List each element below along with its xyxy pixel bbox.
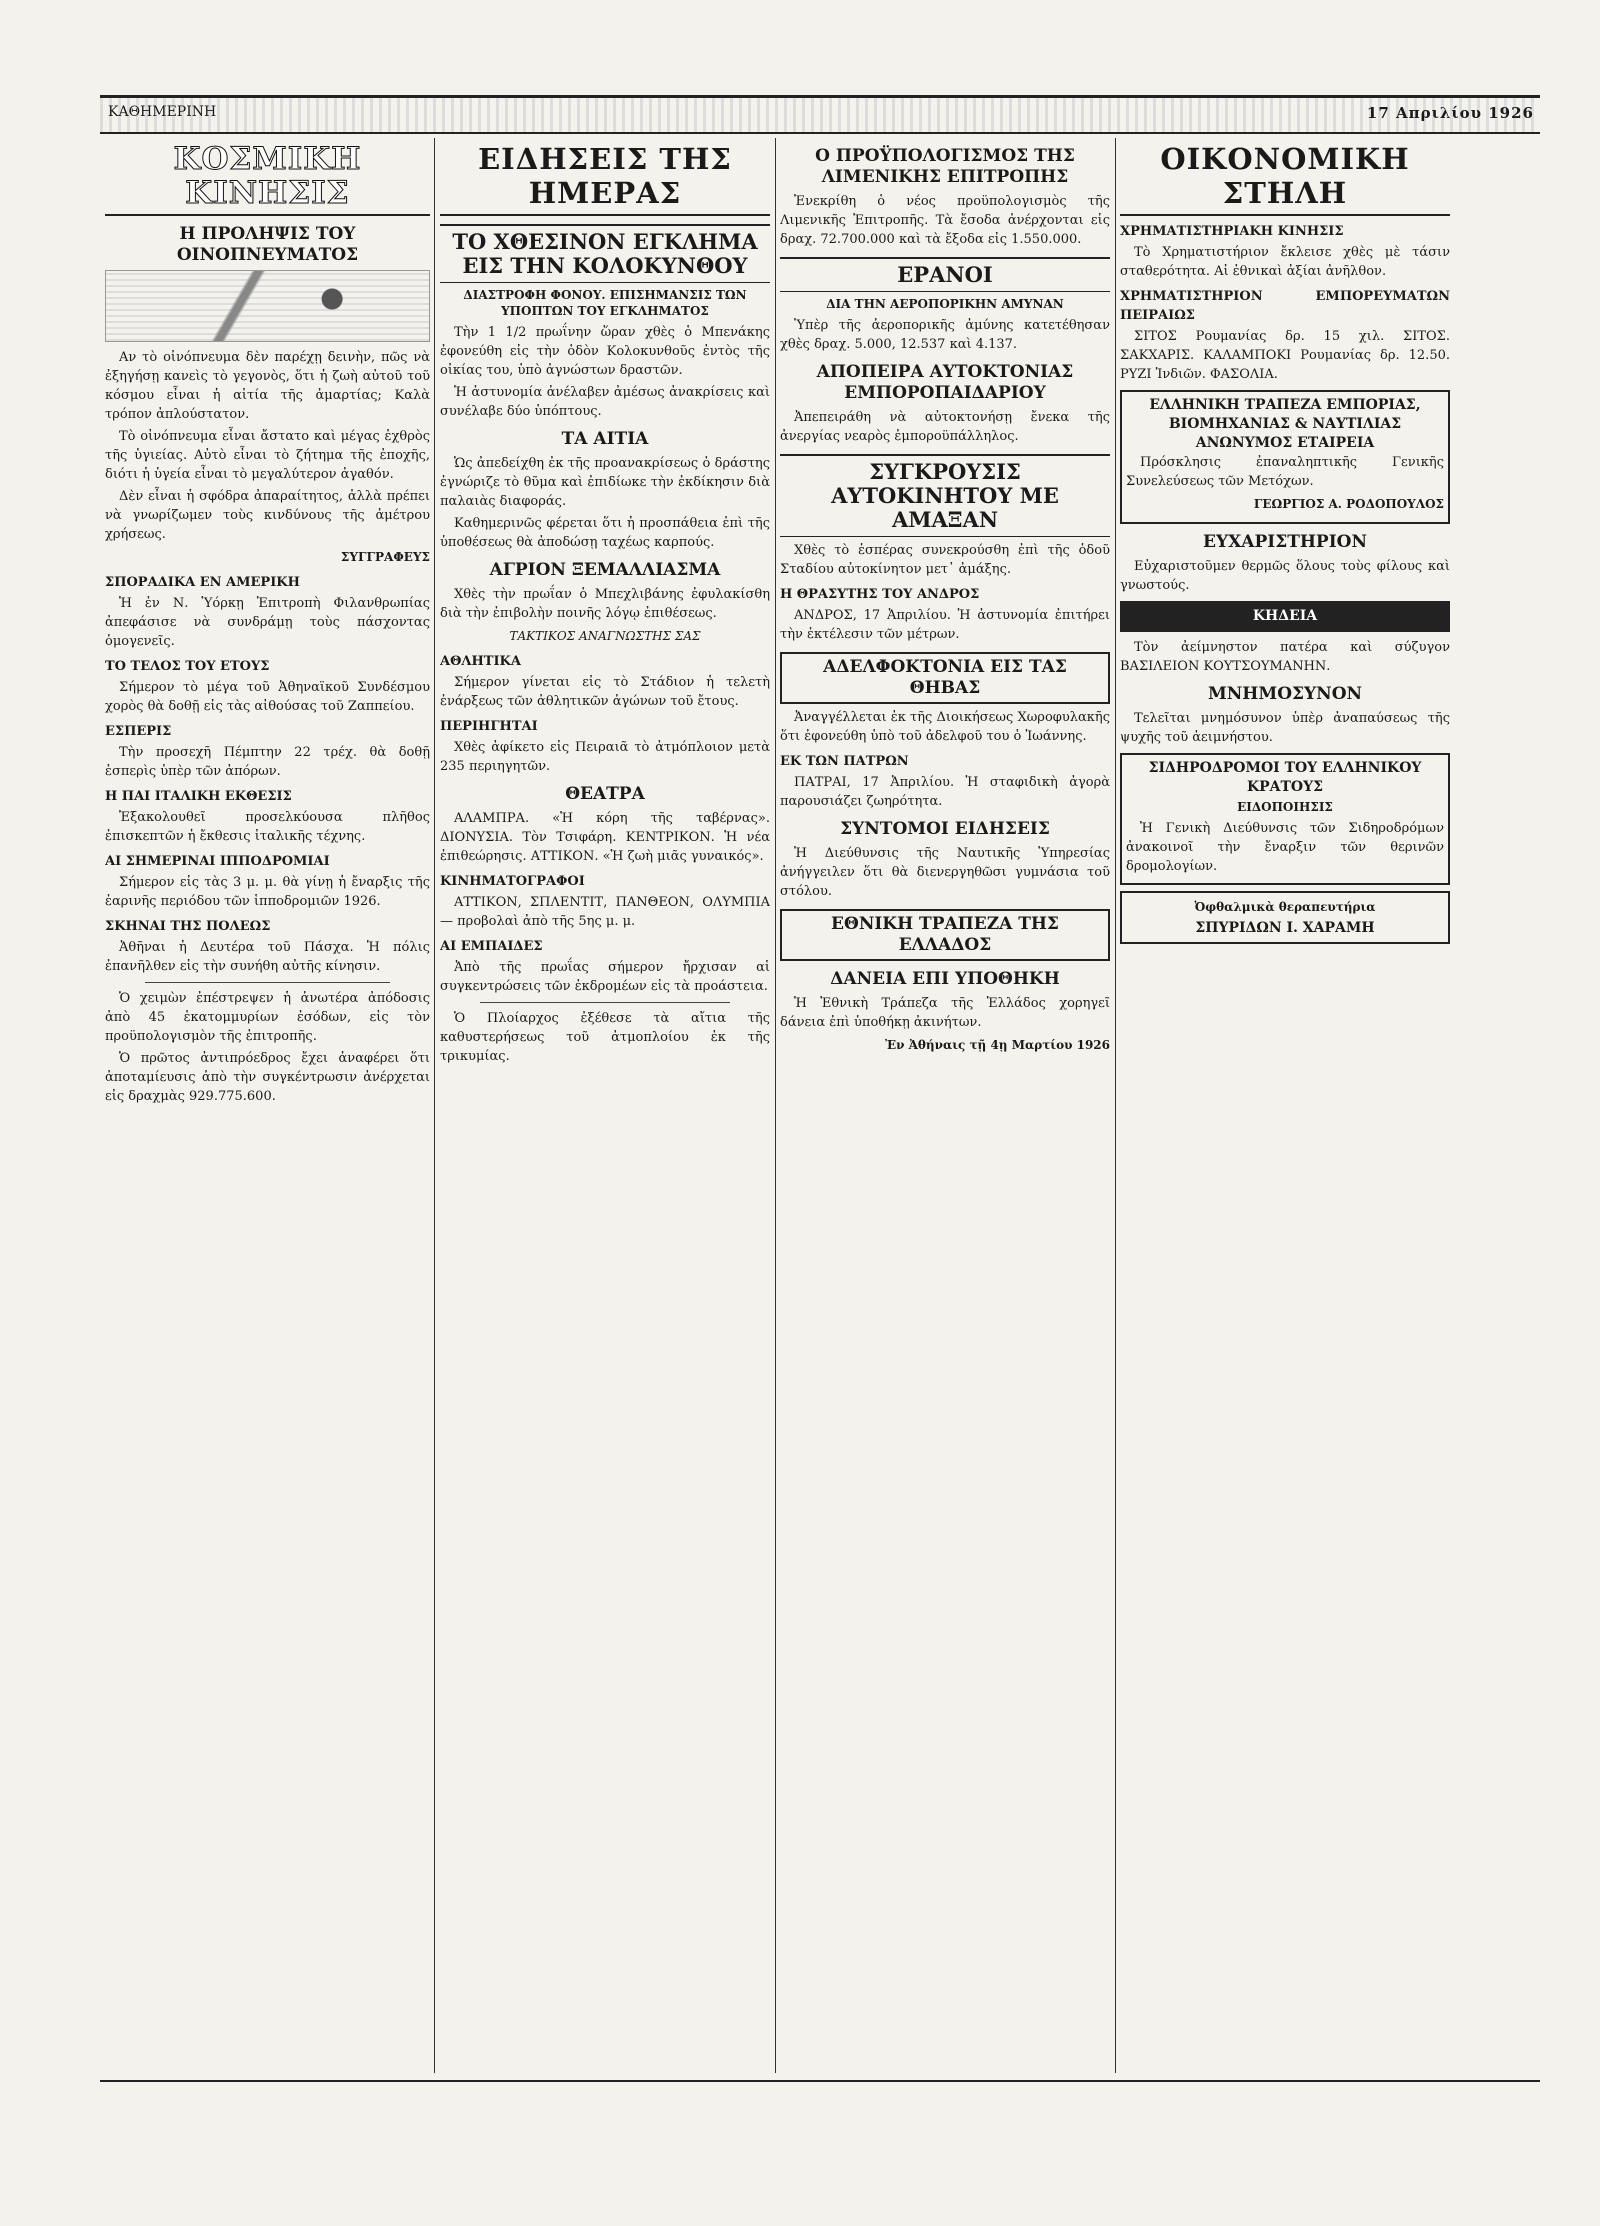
- railway-notice: [1120, 753, 1450, 885]
- subheadline: ΔΙΑΣΤΡΟΦΗ ΦΟΝΟΥ. ΕΠΙΣΗΜΑΝΣΙΣ ΤΩΝ ΥΠΟΠΤΩΝ ΤΟΥ ΕΓΚΛΗΜΑΤΟΣ: [463, 288, 747, 318]
- paragraph: Ἀναγγέλλεται ἐκ τῆς Διοικήσεως Χωροφυλακῆς ὅτι ἐφονεύθη ὑπὸ τοῦ ἀδελφοῦ του ὁ Ἰωάννης.: [780, 710, 1110, 744]
- paragraph: Ἐνεκρίθη ὁ νέος προϋπολογισμὸς τῆς Λιμενικῆς Ἐπιτροπῆς. Τὰ ἔσοδα ἀνέρχονται εἰς δραχ. 72.700.000 καὶ τὰ ἔξοδα εἰς 1.550.000.: [780, 194, 1110, 247]
- paragraph: Ἡ Ἐθνικὴ Τράπεζα τῆς Ἑλλάδος χορηγεῖ δάνεια ἐπὶ ὑποθήκῃ ἀκινήτων.: [780, 996, 1110, 1030]
- paragraph: Τὸν ἀείμνηστον πατέρα καὶ σύζυγον ΒΑΣΙΛΕΙΟΝ ΚΟΥΤΣΟΥΜΑΝΗΝ.: [1120, 640, 1450, 674]
- paragraph: Σήμερον εἰς τὰς 3 μ. μ. θὰ γίνῃ ἡ ἔναρξις τῆς ἐαρινῆς περιόδου τῶν ἱπποδρομιῶν 1926.: [105, 875, 430, 909]
- paragraph: Ἐξακολουθεῖ προσελκύουσα πλῆθος ἐπισκεπτῶν ἡ ἔκθεσις ἰταλικῆς τέχνης.: [105, 810, 430, 844]
- paragraph: Αν τὸ οἰνόπνευμα δὲν παρέχῃ δεινὴν, πῶς νὰ ἐξηγήσῃ κανεὶς τὸ γεγονὸς, ὅτι ἡ ζωὴ αὐτοῦ τοῦ κόσμου εἶναι ἡ αἰτία τῆς ἀμαρτίας; Καλὰ τρόπον ἀπλούστατον.: [105, 350, 430, 422]
- paragraph: Δὲν εἶναι ἡ σφόδρα ἀπαραίτητος, ἀλλὰ πρέπει νὰ γνωρίζωμεν τοὺς κινδύνους τῆς ἀμέτρου χρήσεως.: [105, 489, 430, 542]
- paragraph: Ἡ Διεύθυνσις τῆς Ναυτικῆς Ὑπηρεσίας ἀνήγγειλεν ὅτι θὰ διενεργηθῶσι γυμνάσια τοῦ στόλου.: [780, 846, 1110, 899]
- article-headline: ΑΔΕΛΦΟΚΤΟΝΙΑ ΕΙΣ ΤΑΣ ΘΗΒΑΣ: [780, 652, 1110, 704]
- section-title: ΟΙΚΟΝΟΜΙΚΗ ΣΤΗΛΗ: [1120, 142, 1450, 216]
- funeral-notice-banner: [1120, 601, 1450, 632]
- paragraph: Εὐχαριστοῦμεν θερμῶς ὅλους τοὺς φίλους καὶ γνωστούς.: [1120, 559, 1450, 593]
- paragraph: Ἡ ἀστυνομία ἀνέλαβεν ἀμέσως ἀνακρίσεις καὶ συνέλαβε δύο ὑπόπτους.: [440, 385, 770, 419]
- paragraph: Ἡ ἐν Ν. Ὑόρκῃ Ἐπιτροπὴ Φιλανθρωπίας ἀπεφάσισε νὰ συνδράμῃ τοὺς πάσχοντας ὁμογενεῖς.: [105, 596, 430, 649]
- column-social: [105, 138, 430, 2073]
- run-in-heading: ΕΚ ΤΩΝ ΠΑΤΡΩΝ: [780, 754, 909, 769]
- paragraph: Ἀπεπειράθη νὰ αὐτοκτονήσῃ ἔνεκα τῆς ἀνεργίας νεαρὸς ἐμποροϋπάλληλος.: [780, 410, 1110, 444]
- paragraph: ΑΝΔΡΟΣ, 17 Ἀπριλίου. Ἡ ἀστυνομία ἐπιτήρει τὴν ἐκτέλεσιν τῶν μέτρων.: [780, 608, 1110, 642]
- section-heading: ΑΓΡΙΟΝ ΞΕΜΑΛΛΙΑΣΜΑ: [489, 560, 721, 580]
- clinic-ad: [1120, 891, 1450, 944]
- paragraph: Ὑπὲρ τῆς ἀεροπορικῆς ἀμύνης κατετέθησαν χθὲς δραχ. 5.000, 12.537 καὶ 4.137.: [780, 318, 1110, 352]
- paragraph: Σήμερον τὸ μέγα τοῦ Ἀθηναϊκοῦ Συνδέσμου χορὸς θὰ δοθῇ εἰς τὰς αἰθούσας τοῦ Ζαππείου.: [105, 680, 430, 714]
- paragraph: Τὸ Χρηματιστήριον ἔκλεισε χθὲς μὲ τάσιν σταθερότητα. Αἱ ἐθνικαὶ ἀξίαι ἀνῆλθον.: [1120, 245, 1450, 279]
- run-in-heading: ΑΙ ΣΗΜΕΡΙΝΑΙ ΙΠΠΟΔΡΟΜΙΑΙ: [105, 854, 330, 869]
- paragraph: Τὸ οἰνόπνευμα εἶναι ἄστατο καὶ μέγας ἐχθρὸς τῆς ὑγιείας. Αὐτὸ εἶναι τὸ ζήτημα τῆς ἐποχῆς, διότι ἡ ὑγεία εἶναι τὸ μεγαλύτερον ἀγαθόν.: [105, 429, 430, 482]
- column-rule: [1115, 138, 1116, 2073]
- notice-title: ΚΗΔΕΙΑ: [1252, 608, 1318, 624]
- paragraph: Χθὲς ἀφίκετο εἰς Πειραιᾶ τὸ ἀτμόπλοιον μετὰ 235 περιηγητῶν.: [440, 740, 770, 774]
- bank-ad-title: ΕΘΝΙΚΗ ΤΡΑΠΕΖΑ ΤΗΣ ΕΛΛΑΔΟΣ: [780, 909, 1110, 961]
- ad-line: Ὀφθαλμικὰ θεραπευτήρια: [1194, 900, 1376, 914]
- run-in-heading: ΕΣΠΕΡΙΣ: [105, 724, 172, 739]
- masthead-date: 17 Απριλίου 1926: [1366, 104, 1534, 122]
- signature: ΓΕΩΡΓΙΟΣ Α. ΡΟΔΟΠΟΥΛΟΣ: [1253, 497, 1444, 511]
- paragraph: Ὁ πρῶτος ἀντιπρόεδρος ἔχει ἀναφέρει ὅτι ἀποταμίευσις ἀπὸ τὴν συγκέντρωσιν ἀνέρχεται εἰς δραχμὰς 929.775.600.: [105, 1051, 430, 1104]
- run-in-heading: ΣΚΗΝΑΙ ΤΗΣ ΠΟΛΕΩΣ: [105, 919, 271, 934]
- subheadline: ΕΙΔΟΠΟΙΗΣΙΣ: [1237, 800, 1333, 814]
- column-reports: [780, 138, 1110, 2073]
- run-in-heading: ΣΠΟΡΑΔΙΚΑ ΕΝ ΑΜΕΡΙΚΗ: [105, 575, 300, 590]
- divider: [145, 982, 390, 983]
- article-headline: ΕΡΑΝΟΙ: [780, 257, 1110, 292]
- page-bottom-rule: [100, 2080, 1540, 2094]
- paragraph: Τελεῖται μνημόσυνον ὑπὲρ ἀναπαύσεως τῆς ψυχῆς τοῦ ἀειμνήστου.: [1120, 711, 1450, 745]
- paragraph: Τὴν 1 1/2 πρωΐνην ὥραν χθὲς ὁ Μπενάκης ἐφονεύθη εἰς τὴν ὁδὸν Κολοκυνθοῦς ἐντὸς τῆς οἰκίας του, ὑπὸ ἀγνώστων δραστῶν.: [440, 325, 770, 378]
- paragraph: ΠΑΤΡΑΙ, 17 Ἀπριλίου. Ἡ σταφιδικὴ ἀγορὰ παρουσιάζει ζωηρότητα.: [780, 775, 1110, 809]
- notice-title: ΕΛΛΗΝΙΚΗ ΤΡΑΠΕΖΑ ΕΜΠΟΡΙΑΣ, ΒΙΟΜΗΧΑΝΙΑΣ & ΝΑΥΤΙΛΙΑΣ ΑΝΩΝΥΜΟΣ ΕΤΑΙΡΕΙΑ: [1149, 397, 1421, 451]
- run-in-heading: ΠΕΡΙΗΓΗΤΑΙ: [440, 719, 538, 734]
- paragraph: Ἀθῆναι ἡ Δευτέρα τοῦ Πάσχα. Ἡ πόλις ἐπανῆλθεν εἰς τὴν συνήθη αὐτῆς κίνησιν.: [105, 940, 430, 974]
- run-in-heading: ΧΡΗΜΑΤΙΣΤΗΡΙΑΚΗ ΚΙΝΗΣΙΣ: [1120, 224, 1344, 239]
- paragraph: Ἡ Γενικὴ Διεύθυνσις τῶν Σιδηροδρόμων ἀνακοινοῖ τὴν ἔναρξιν τῶν θερινῶν δρομολογίων.: [1126, 821, 1444, 874]
- signature: Ἐν Ἀθήναις τῇ 4ῃ Μαρτίου 1926: [885, 1038, 1110, 1052]
- lead-headline: ΤΟ ΧΘΕΣΙΝΟΝ ΕΓΚΛΗΜΑ ΕΙΣ ΤΗΝ ΚΟΛΟΚΥΝΘΟΥ: [440, 224, 770, 283]
- paragraph: ΣΙΤΟΣ Ρουμανίας δρ. 15 χιλ. ΣΙΤΟΣ. ΣΑΚΧΑΡΙΣ. ΚΑΛΑΜΠΟΚΙ Ρουμανίας δρ. 12.50. ΡΥΖΙ Ἰνδιῶν. ΦΑΣΟΛΙΑ.: [1120, 329, 1450, 382]
- illustration: [105, 270, 430, 342]
- paragraph: Ἀπὸ τῆς πρωΐας σήμερον ἤρχισαν αἱ συγκεντρώσεις τῶν ἐκδρομέων εἰς τὰ προάστεια.: [440, 960, 770, 994]
- article-headline: Η ΠΡΟΛΗΨΙΣ ΤΟΥ ΟΙΝΟΠΝΕΥΜΑΤΟΣ: [176, 224, 359, 265]
- ad-name: ΣΠΥΡΙΔΩΝ Ι. ΧΑΡΑΜΗ: [1195, 920, 1375, 936]
- notice-heading: ΕΥΧΑΡΙΣΤΗΡΙΟΝ: [1202, 532, 1368, 552]
- section-title: ΚΟΣΜΙΚΗ ΚΙΝΗΣΙΣ: [105, 142, 430, 216]
- run-in-heading: ΤΟ ΤΕΛΟΣ ΤΟΥ ΕΤΟΥΣ: [105, 659, 270, 674]
- signature: ΣΥΓΓΡΑΦΕΥΣ: [340, 550, 430, 564]
- subheadline: ΔΑΝΕΙΑ ΕΠΙ ΥΠΟΘΗΚΗ: [830, 969, 1060, 989]
- notice-heading: ΜΝΗΜΟΣΥΝΟΝ: [1207, 684, 1363, 704]
- subheadline: ΔΙΑ ΤΗΝ ΑΕΡΟΠΟΡΙΚΗΝ ΑΜΥΝΑΝ: [826, 297, 1064, 311]
- paragraph: ΑΤΤΙΚΟΝ, ΣΠΛΕΝΤΙΤ, ΠΑΝΘΕΟΝ, ΟΛΥΜΠΙΑ — προβολαὶ ἀπὸ τῆς 5ης μ. μ.: [440, 895, 770, 929]
- notice-title: ΣΙΔΗΡΟΔΡΟΜΟΙ ΤΟΥ ΕΛΛΗΝΙΚΟΥ ΚΡΑΤΟΥΣ: [1148, 760, 1422, 795]
- paragraph: Ὁ Πλοίαρχος ἐξέθεσε τὰ αἴτια τῆς καθυστερήσεως τοῦ ἀτμοπλοίου ἐκ τῆς τρικυμίας.: [440, 1011, 770, 1064]
- run-in-heading: Η ΠΑΙ ΙΤΑΛΙΚΗ ΕΚΘΕΣΙΣ: [105, 789, 292, 804]
- bank-notice: [1120, 390, 1450, 524]
- section-heading: ΤΑ ΑΙΤΙΑ: [561, 429, 649, 449]
- article-headline: ΣΥΝΤΟΜΟΙ ΕΙΔΗΣΕΙΣ: [840, 819, 1050, 839]
- paragraph: Ὡς ἀπεδείχθη ἐκ τῆς προανακρίσεως ὁ δράστης ἐγνώριζε τὸ θῦμα καὶ ἐπιδίωκε τὴν ἐκδίκησιν διὰ παλαιὰς διαφοράς.: [440, 456, 770, 509]
- paragraph: Χθὲς τὴν πρωΐαν ὁ Μπεχλιβάνης ἐφυλακίσθη διὰ τὴν ἐπιβολὴν ποινῆς λόγῳ ἐπιθέσεως.: [440, 587, 770, 621]
- run-in-heading: ΑΙ ΕΜΠΑΙΔΕΣ: [440, 939, 543, 954]
- run-in-heading: Η ΘΡΑΣΥΤΗΣ ΤΟΥ ΑΝΔΡΟΣ: [780, 587, 980, 602]
- masthead-title: ΚΑΘΗΜΕΡΙΝΗ: [108, 104, 217, 120]
- column-economy: [1120, 138, 1450, 2073]
- paragraph: Ὁ χειμὼν ἐπέστρεψεν ἡ ἀνωτέρα ἀπόδοσις ἀπὸ 45 ἑκατομμυρίων ἐσόδων, εἰς τὸν προϋπολογισμὸν τῆς ἐπιτροπῆς.: [105, 991, 430, 1044]
- paragraph: Καθημερινῶς φέρεται ὅτι ἡ προσπάθεια ἐπὶ τῆς ὑποθέσεως θὰ ἀποδώσῃ ταχέως καρπούς.: [440, 516, 770, 550]
- article-headline: ΑΠΟΠΕΙΡΑ ΑΥΤΟΚΤΟΝΙΑΣ ΕΜΠΟΡΟΠΑΙΔΑΡΙΟΥ: [816, 362, 1074, 403]
- masthead: [100, 95, 1540, 134]
- paragraph: ΑΛΑΜΠΡΑ. «Ἡ κόρη τῆς ταβέρνας». ΔΙΟΝΥΣΙΑ. Τὸν Τσιφάρη. ΚΕΝΤΡΙΚΟΝ. Ἡ νέα ἐπιθεώρησις. ΑΤΤΙΚΟΝ. «Ἡ ζωὴ μιᾶς γυναικός».: [440, 811, 770, 864]
- column-rule: [434, 138, 435, 2073]
- paragraph: Πρόσκλησις ἐπαναληπτικῆς Γενικῆς Συνελεύσεως τῶν Μετόχων.: [1126, 455, 1444, 489]
- section-heading: ΘΕΑΤΡΑ: [565, 784, 645, 804]
- section-title: ΕΙΔΗΣΕΙΣ ΤΗΣ ΗΜΕΡΑΣ: [440, 142, 770, 216]
- run-in-heading: ΑΘΛΗΤΙΚΑ: [440, 654, 521, 669]
- paragraph: Σήμερον γίνεται εἰς τὸ Στάδιον ἡ τελετὴ ἐνάρξεως τῶν ἀθλητικῶν ἀγώνων τοῦ ἔτους.: [440, 675, 770, 709]
- column-rule: [775, 138, 776, 2073]
- run-in-heading: ΚΙΝΗΜΑΤΟΓΡΑΦΟΙ: [440, 874, 585, 889]
- paragraph: Τὴν προσεχῆ Πέμπτην 22 τρέχ. θὰ δοθῇ ἑσπερὶς ὑπὲρ τῶν ἀπόρων.: [105, 745, 430, 779]
- article-headline: ΣΥΓΚΡΟΥΣΙΣ ΑΥΤΟΚΙΝΗΤΟΥ ΜΕ ΑΜΑΞΑΝ: [780, 454, 1110, 537]
- column-news: [440, 138, 770, 2073]
- signature: ΤΑΚΤΙΚΟΣ ΑΝΑΓΝΩΣΤΗΣ ΣΑΣ: [509, 629, 701, 643]
- paragraph: Χθὲς τὸ ἑσπέρας συνεκρούσθη ἐπὶ τῆς ὁδοῦ Σταδίου αὐτοκίνητον μετ᾽ ἀμάξης.: [780, 543, 1110, 577]
- divider: [480, 1002, 730, 1003]
- run-in-heading: ΧΡΗΜΑΤΙΣΤΗΡΙΟΝ ΕΜΠΟΡΕΥΜΑΤΩΝ ΠΕΙΡΑΙΩΣ: [1120, 289, 1450, 323]
- article-headline: Ο ΠΡΟΫΠΟΛΟΓΙΣΜΟΣ ΤΗΣ ΛΙΜΕΝΙΚΗΣ ΕΠΙΤΡΟΠΗΣ: [815, 146, 1075, 187]
